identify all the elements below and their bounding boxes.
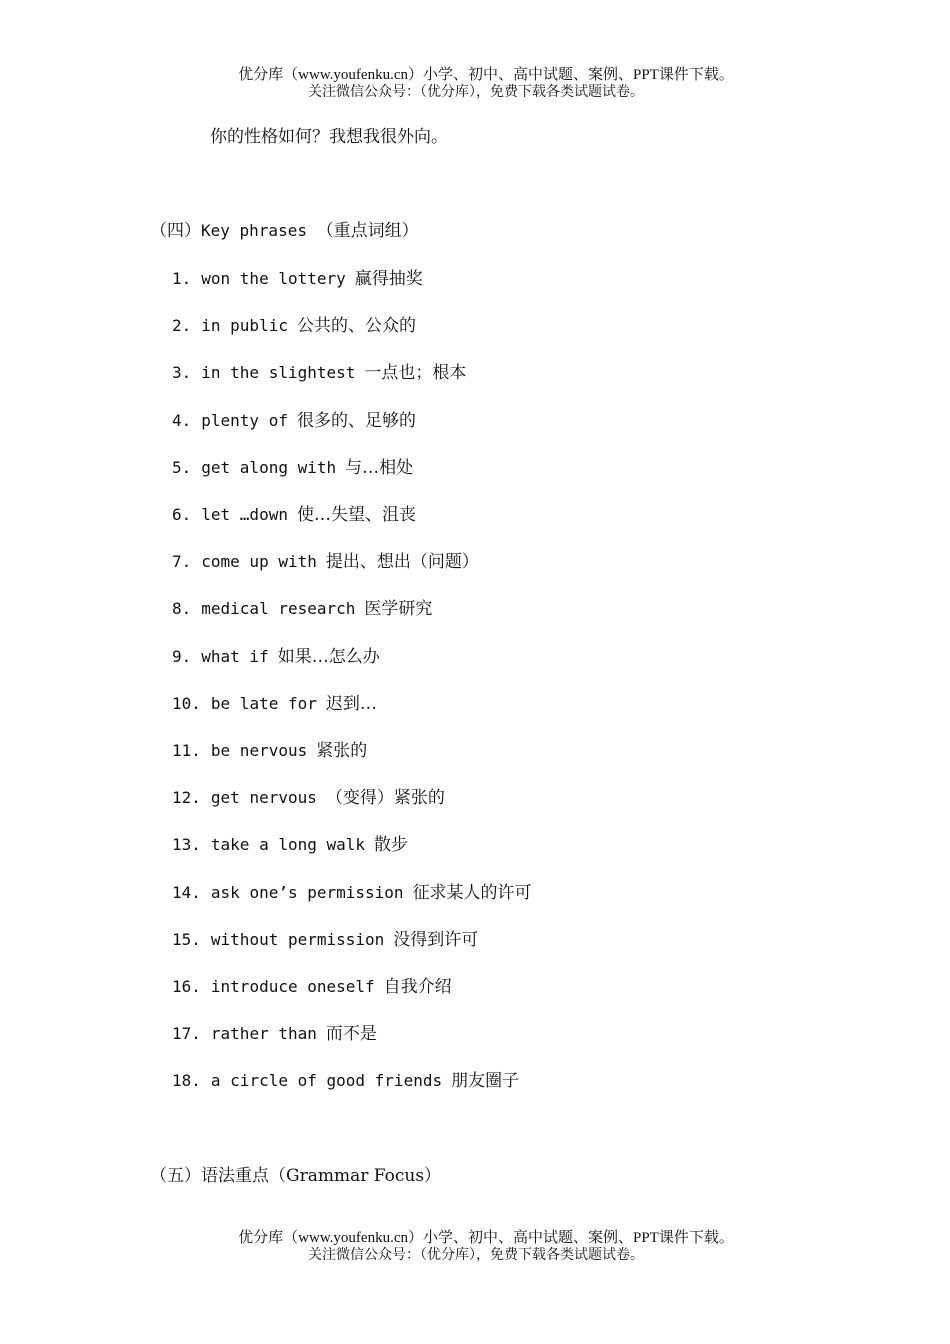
footer-line-1: 优分库（www.youfenku.cn）小学、初中、高中试题、案例、PPT课件下载。 bbox=[238, 1230, 734, 1246]
phrase-number: 18. bbox=[172, 1071, 201, 1091]
header-line-2: 关注微信公众号：（优分库），免费下载各类试题试卷。 bbox=[308, 85, 644, 100]
section-heading-key-phrases bbox=[150, 219, 419, 243]
phrase-number: 17. bbox=[172, 1024, 201, 1044]
phrase-chinese: 如果…怎么办 bbox=[277, 646, 380, 667]
phrase-english: won the lottery bbox=[201, 269, 346, 288]
phrase-number: 7. bbox=[172, 552, 192, 572]
phrase-english: introduce oneself bbox=[210, 977, 375, 996]
phrase-number: 9. bbox=[172, 646, 192, 666]
phrase-number: 11. bbox=[172, 741, 201, 760]
phrase-number: 4. bbox=[172, 410, 192, 430]
phrase-number: 1. bbox=[172, 269, 192, 288]
section-title-zh: （重点词组） bbox=[316, 221, 419, 241]
phrase-chinese: 没得到许可 bbox=[393, 929, 479, 950]
key-phrase-item bbox=[172, 456, 413, 480]
phrase-chinese: 与…相处 bbox=[345, 457, 414, 478]
key-phrase-item bbox=[172, 267, 423, 291]
key-phrase-item bbox=[172, 739, 367, 763]
phrase-english: in public bbox=[201, 316, 288, 336]
key-phrase-item bbox=[172, 881, 532, 905]
phrase-english: medical research bbox=[201, 599, 356, 619]
phrase-chinese: 提出、想出（问题） bbox=[325, 552, 479, 573]
key-phrase-item bbox=[172, 975, 452, 999]
key-phrase-item bbox=[172, 503, 416, 527]
phrase-english: rather than bbox=[210, 1024, 317, 1044]
key-phrase-item bbox=[172, 597, 432, 621]
phrase-chinese: 一点也；根本 bbox=[364, 363, 467, 384]
phrase-number: 15. bbox=[172, 929, 201, 949]
header-line-1: 优分库（www.youfenku.cn）小学、初中、高中试题、案例、PPT课件下载。 bbox=[238, 67, 734, 83]
phrase-english: a circle of good friends bbox=[210, 1071, 443, 1091]
phrase-chinese: 迟到… bbox=[325, 693, 377, 714]
phrase-chinese: 自我介绍 bbox=[383, 977, 452, 997]
phrase-chinese: 散步 bbox=[374, 835, 409, 856]
phrase-chinese: 医学研究 bbox=[364, 599, 433, 620]
phrase-english: be late for bbox=[210, 693, 317, 713]
phrase-number: 12. bbox=[172, 788, 201, 808]
key-phrase-item bbox=[172, 1069, 519, 1093]
phrase-english: come up with bbox=[201, 552, 317, 572]
key-phrase-item bbox=[172, 1022, 377, 1046]
phrase-chinese: 征求某人的许可 bbox=[412, 882, 532, 903]
phrase-chinese: 使…失望、沮丧 bbox=[296, 505, 416, 525]
key-phrase-item bbox=[172, 314, 416, 338]
phrase-number: 5. bbox=[172, 457, 192, 477]
section-title-en: Key phrases bbox=[201, 221, 307, 240]
key-phrase-item bbox=[172, 361, 466, 385]
key-phrase-item bbox=[172, 833, 408, 857]
page-header bbox=[0, 66, 950, 102]
phrase-english: let …down bbox=[201, 505, 288, 524]
phrase-english: ask one’s permission bbox=[210, 882, 404, 902]
key-phrase-item bbox=[172, 645, 380, 669]
phrase-number: 14. bbox=[172, 882, 201, 902]
phrase-chinese: 赢得抽奖 bbox=[354, 269, 423, 289]
phrase-english: get nervous bbox=[210, 788, 317, 808]
phrase-english: be nervous bbox=[210, 741, 308, 760]
footer-line-2: 关注微信公众号：（优分库），免费下载各类试题试卷。 bbox=[308, 1248, 644, 1263]
intro-sentence: 你的性格如何？我想我很外向。 bbox=[210, 127, 448, 147]
phrase-number: 3. bbox=[172, 363, 192, 383]
phrase-number: 16. bbox=[172, 977, 201, 996]
phrase-number: 6. bbox=[172, 505, 192, 524]
phrase-chinese: 朋友圈子 bbox=[451, 1071, 520, 1092]
phrase-chinese: 公共的、公众的 bbox=[296, 316, 416, 337]
phrase-chinese: 紧张的 bbox=[316, 741, 368, 761]
phrase-number: 8. bbox=[172, 599, 192, 619]
section-prefix: （四） bbox=[150, 221, 201, 241]
phrase-number: 10. bbox=[172, 693, 201, 713]
phrase-chinese: （变得）紧张的 bbox=[325, 788, 445, 809]
phrase-english: what if bbox=[201, 646, 269, 666]
phrase-english: get along with bbox=[201, 457, 337, 477]
phrase-number: 2. bbox=[172, 316, 192, 336]
phrase-chinese: 很多的、足够的 bbox=[296, 410, 416, 431]
key-phrase-item bbox=[172, 786, 445, 810]
key-phrase-item bbox=[172, 692, 377, 716]
phrase-english: in the slightest bbox=[201, 363, 356, 383]
section-heading-grammar-focus: （五）语法重点（Grammar Focus） bbox=[150, 1166, 442, 1186]
phrase-chinese: 而不是 bbox=[325, 1024, 377, 1045]
phrase-english: without permission bbox=[210, 929, 385, 949]
key-phrase-item bbox=[172, 928, 478, 952]
key-phrase-item bbox=[172, 550, 479, 574]
phrase-number: 13. bbox=[172, 835, 201, 855]
phrase-english: plenty of bbox=[201, 410, 288, 430]
phrase-english: take a long walk bbox=[210, 835, 366, 855]
page-footer bbox=[0, 1229, 950, 1265]
key-phrase-item bbox=[172, 409, 416, 433]
